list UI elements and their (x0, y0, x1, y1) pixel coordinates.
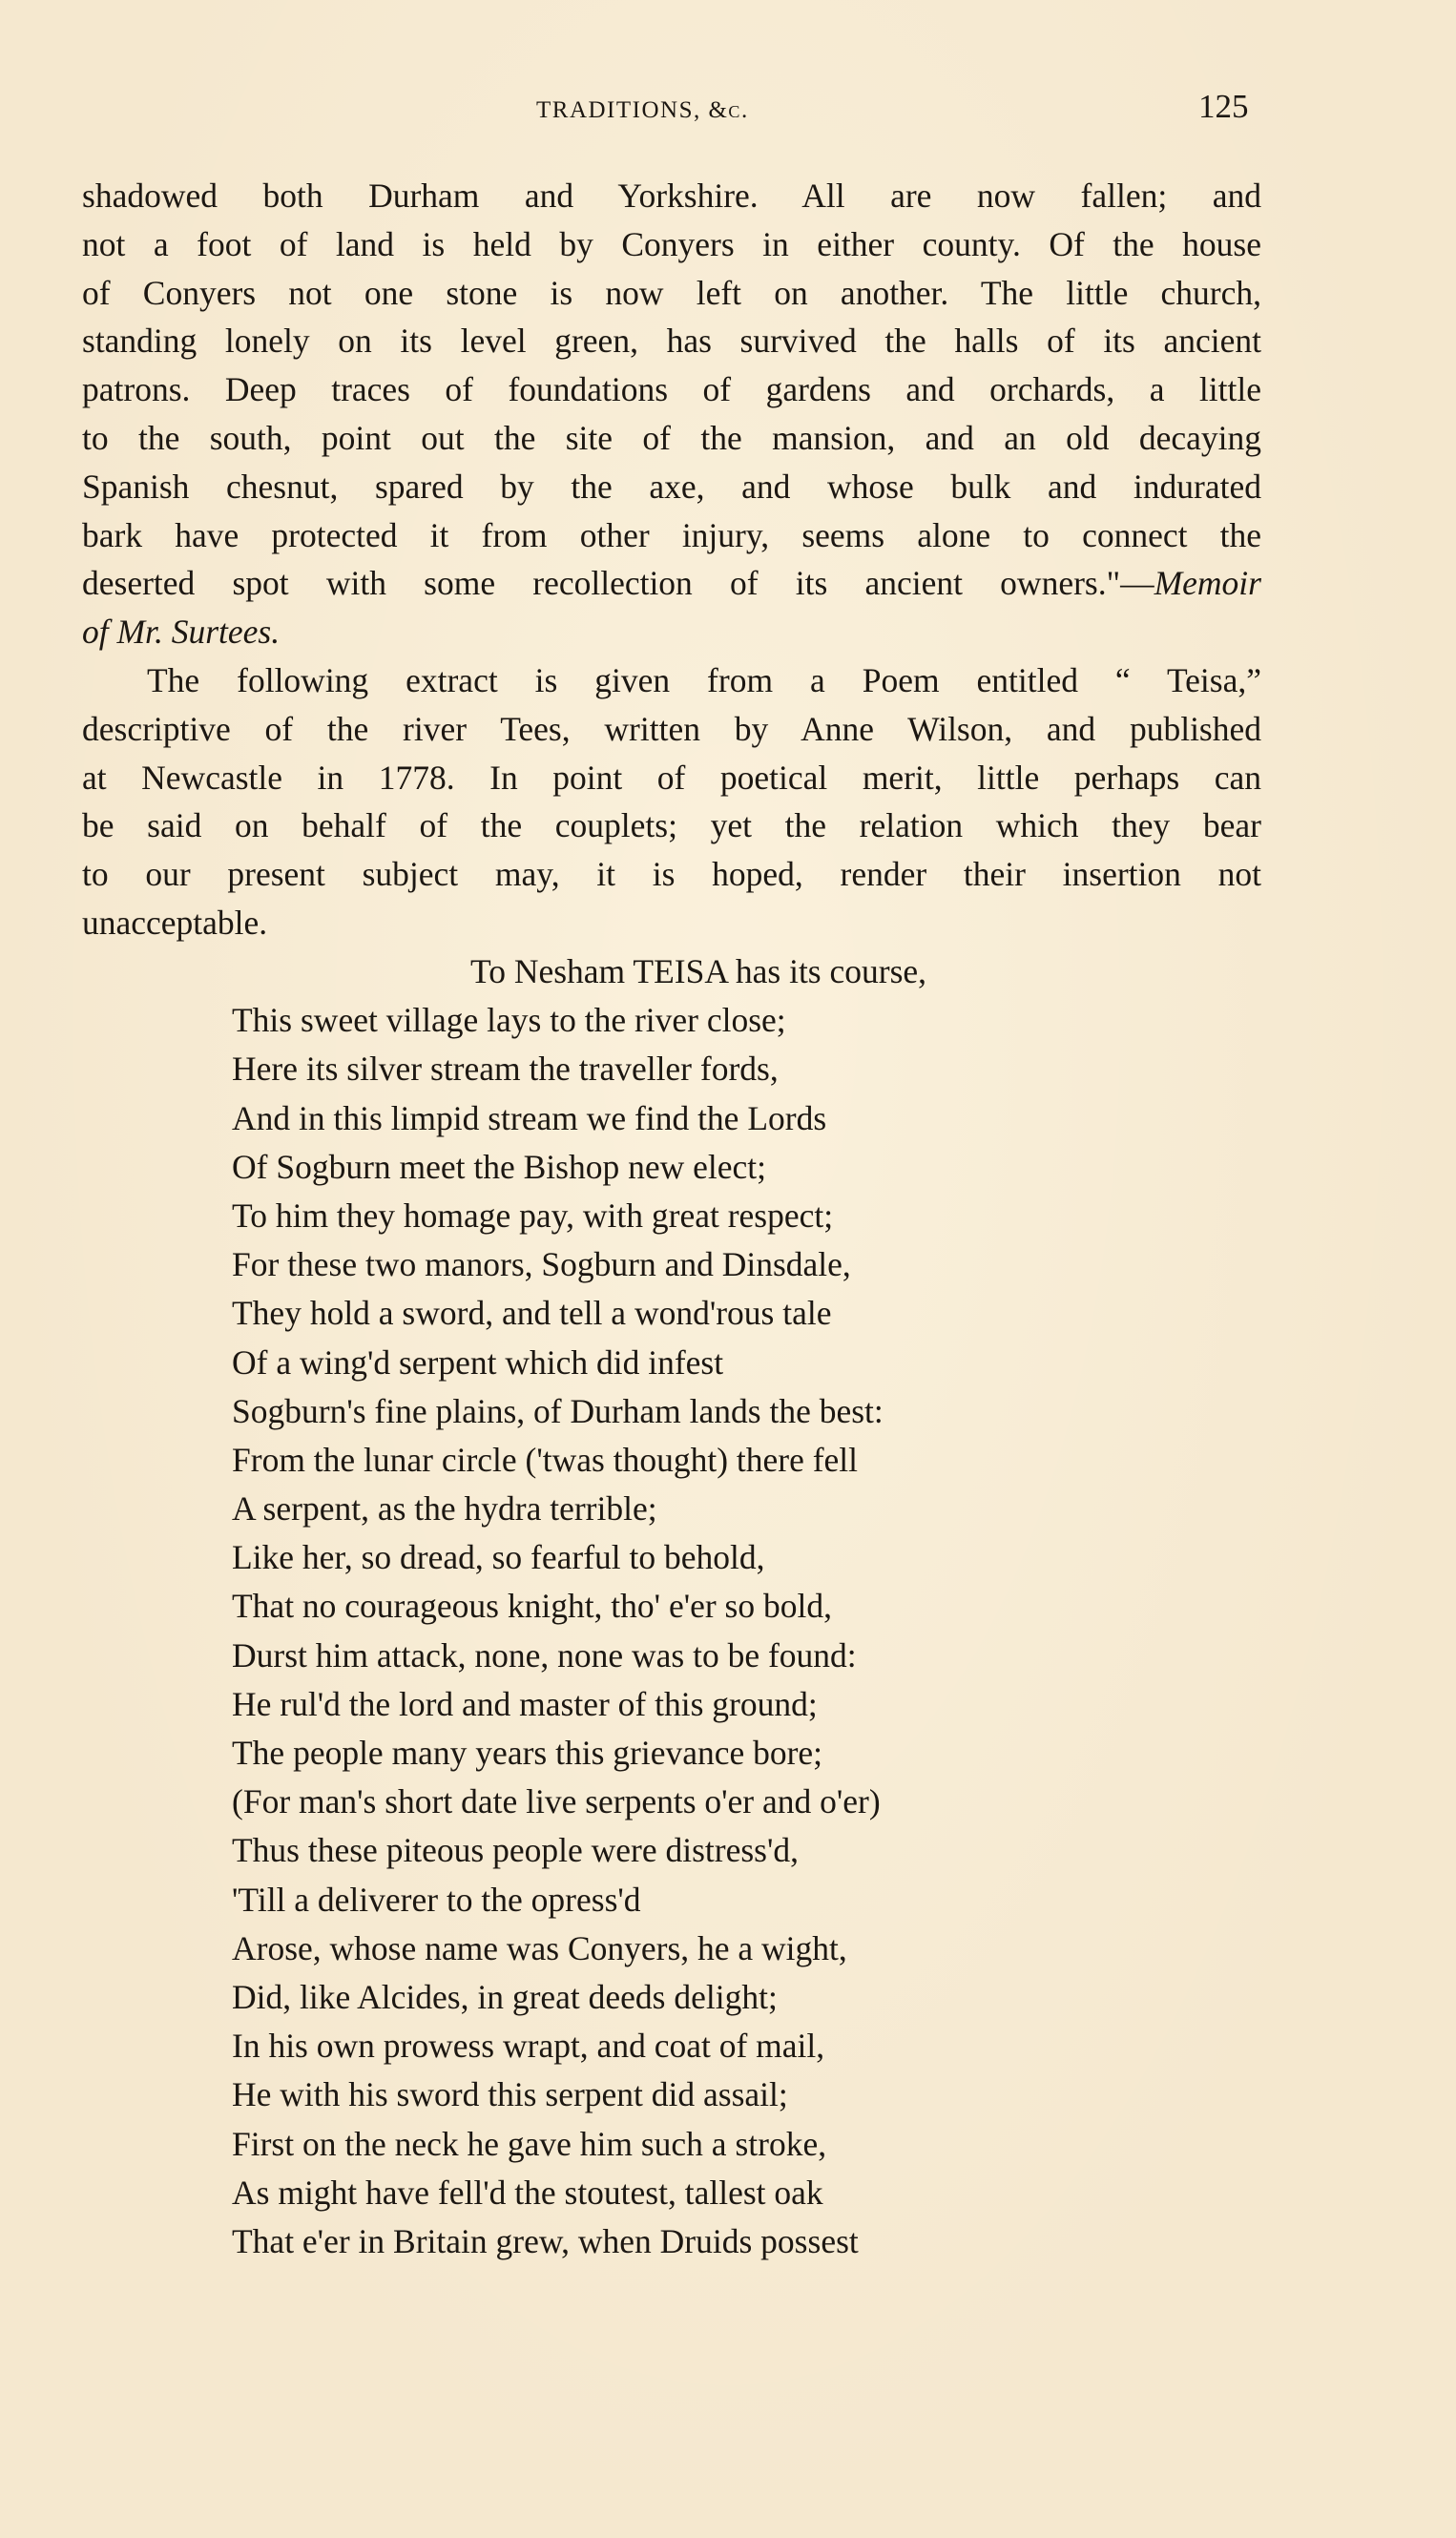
poem-extract (232, 947, 1262, 2266)
verse-line: Here its silver stream the traveller fords, (232, 1050, 779, 1089)
prose-line: Spanish chesnut, spared by the axe, and whose bulk and indurated (82, 467, 1261, 506)
running-title: TRADITIONS, &c. (536, 97, 749, 123)
verse-line: For these two manors, Sogburn and Dinsdale, (232, 1245, 851, 1284)
verse-line: From the lunar circle ('twas thought) there fell (232, 1440, 859, 1479)
prose-line: not a foot of land is held by Conyers in either county. Of the house (82, 224, 1261, 263)
verse-line: A serpent, as the hydra terrible; (232, 1489, 657, 1529)
verse-line: 'Till a deliverer to the opress'd (232, 1880, 641, 1919)
prose-line: unacceptable. (82, 903, 268, 942)
verse-line: Thus these piteous people were distress'd, (232, 1831, 799, 1870)
verse-line: He with his sword this serpent did assail; (232, 2075, 788, 2114)
verse-line: Like her, so dread, so fearful to behold, (232, 1538, 765, 1577)
verse-line: He rul'd the lord and master of this ground; (232, 1684, 818, 1723)
verse-line: In his own prowess wrapt, and coat of mail, (232, 2027, 825, 2066)
prose-line (82, 608, 1261, 656)
prose-line: patrons. Deep traces of foundations of gardens and orchards, a little (82, 370, 1261, 409)
prose-line: at Newcastle in 1778. In point of poetical merit, little perhaps can (82, 758, 1261, 797)
prose-line: standing lonely on its level green, has survived the halls of its ancient (82, 322, 1261, 361)
verse-line: To Nesham TEISA has its course, (470, 952, 927, 990)
prose-line: of Conyers not one stone is now left on another. The little church, (82, 273, 1261, 312)
verse-line: That e'er in Britain grew, when Druids possest (232, 2221, 859, 2260)
citation-italic: of Mr. Surtees. (82, 613, 281, 652)
verse-line: First on the neck he gave him such a stroke, (232, 2124, 827, 2163)
verse-line: Sogburn's fine plains, of Durham lands the best: (232, 1391, 884, 1430)
verse-line: As might have fell'd the stoutest, tallest oak (232, 2173, 823, 2212)
verse-line: To him they homage pay, with great respect; (232, 1196, 834, 1235)
prose-line: bark have protected it from other injury, seems alone to connect the (82, 515, 1261, 554)
prose-body (82, 172, 1261, 947)
verse-line: That no courageous knight, tho' e'er so bold, (232, 1587, 832, 1626)
verse-line: Arose, whose name was Conyers, he a wight, (232, 1928, 847, 1967)
prose-line: shadowed both Durham and Yorkshire. All are now fallen; and (82, 177, 1261, 215)
prose-line (82, 559, 1261, 608)
prose-line: to the south, point out the site of the mansion, and an old decaying (82, 418, 1261, 457)
prose-line: descriptive of the river Tees, written by Anne Wilson, and published (82, 709, 1261, 748)
prose-line: The following extract is given from a Poem entitled “ Teisa,” (147, 660, 1261, 699)
verse-line: Of a wing'd serpent which did infest (232, 1342, 724, 1382)
verse-line: Durst him attack, none, none was to be found: (232, 1635, 857, 1675)
verse-line: Did, like Alcides, in great deeds delight; (232, 1977, 778, 2016)
page-number: 125 (1198, 88, 1249, 125)
prose-line-text: deserted spot with some recollection of its ancient owners."— (82, 564, 1154, 603)
verse-line: Of Sogburn meet the Bishop new elect; (232, 1147, 766, 1186)
prose-line: to our present subject may, it is hoped, render their insertion not (82, 855, 1261, 894)
verse-line: The people many years this grievance bore; (232, 1734, 823, 1772)
verse-line: (For man's short date live serpents o'er and o'er) (232, 1782, 881, 1821)
verse-line: And in this limpid stream we find the Lords (232, 1098, 827, 1137)
verse-line: This sweet village lays to the river close; (232, 1001, 786, 1040)
citation-italic: Memoir (1154, 564, 1261, 603)
running-head (0, 88, 1456, 126)
verse-line: They hold a sword, and tell a wond'rous tale (232, 1294, 832, 1333)
prose-line: be said on behalf of the couplets; yet the relation which they bear (82, 806, 1261, 845)
